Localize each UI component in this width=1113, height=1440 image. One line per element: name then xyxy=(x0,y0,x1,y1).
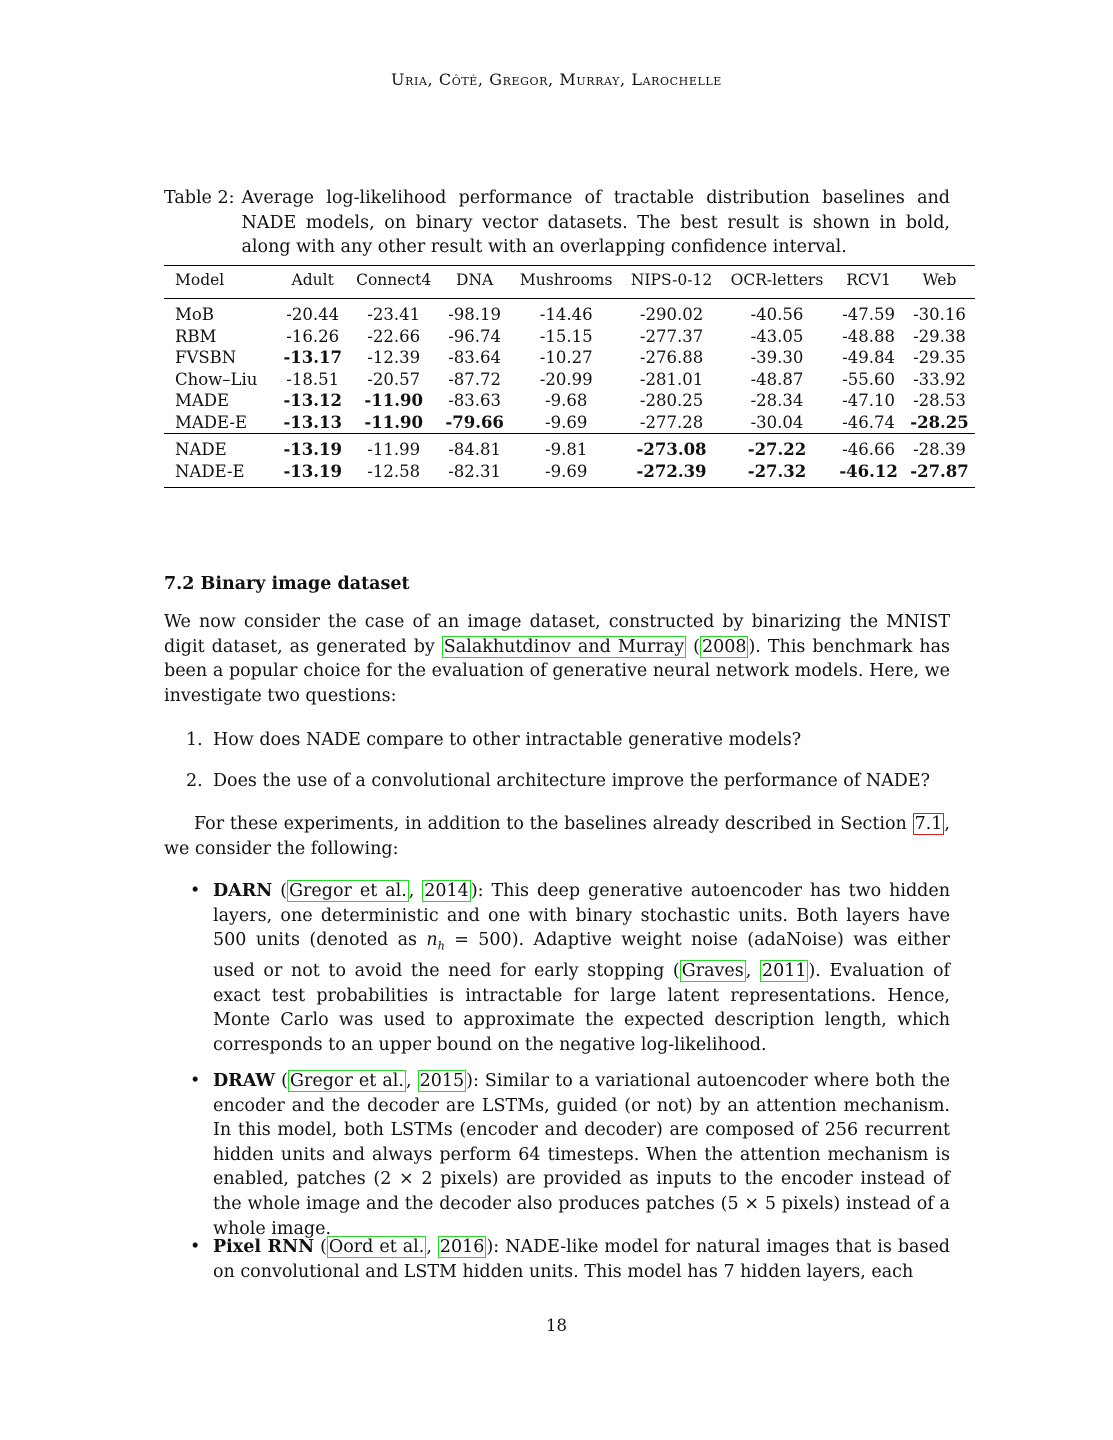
score-cell: -48.87 xyxy=(750,369,804,389)
intro-text: We now consider the case of an image dataset, constructed by binarizing the MNIST digit dataset, as generated by xyxy=(164,612,950,657)
table-row xyxy=(164,299,975,326)
score-cell: -13.19 xyxy=(283,461,342,481)
bullet-text: ). Evaluation of exact test probabilities is intractable for large latent representations. Hence, Monte Carlo was used to approximate the expected description length, which corresponds to an upper bound on the negative log-likelihood. xyxy=(213,961,950,1056)
followup-text: , we consider the following: xyxy=(164,814,950,859)
page-number: 18 xyxy=(546,1316,567,1335)
followup-paragraph xyxy=(164,812,950,861)
score-cell: -28.34 xyxy=(750,391,804,410)
model-name-cell: FVSBN xyxy=(175,348,237,367)
table-caption-text: Average log-likelihood performance of tractable distribution baselines and NADE models, on binary vector datasets. The best result is shown in bold, along with any other result with an overlapping confidence interval. xyxy=(241,188,950,257)
bullet-text: ): Similar to a variational autoencoder where both the encoder and the decoder are LSTMs, guided (or not) by an attention mechanism. In this model, both LSTMs (encoder and decoder) are composed of 256 recurrent hidden units and always perform 64 timesteps. When the attention mechanism is enabled, patches (2 × 2 pixels) are provided as inputs to the encoder instead of the whole image and the decoder also produces patches (5 × 5 pixels) instead of a whole image. xyxy=(213,1071,950,1239)
score-cell: -12.39 xyxy=(367,348,421,367)
citation-year-link[interactable]: 2015 xyxy=(419,1071,465,1091)
score-cell: -13.19 xyxy=(283,440,342,459)
score-cell: -11.90 xyxy=(364,412,423,432)
math-variable: n xyxy=(426,930,438,951)
score-cell: -277.28 xyxy=(639,412,704,432)
score-cell: -96.74 xyxy=(448,326,502,346)
math-equation: = 500 xyxy=(444,930,512,951)
table-row xyxy=(164,434,975,461)
score-cell: -9.69 xyxy=(545,461,588,481)
bullet-text: ): NADE-like model for natural images that is based on convolutional and LSTM hidden units. This model has 7 hidden layers, each xyxy=(213,1237,951,1282)
citation-year-link[interactable]: 2016 xyxy=(439,1237,485,1257)
score-cell: -39.30 xyxy=(750,348,804,367)
score-cell: -84.81 xyxy=(448,440,502,459)
score-cell: -47.10 xyxy=(842,391,895,410)
score-cell: -83.64 xyxy=(448,348,502,367)
results-table-container xyxy=(164,265,975,488)
column-header: Mushrooms xyxy=(519,271,613,289)
bullet-item-darn: • DARN ( Gregor et al. , 2014 ): This deep generative autoencoder has two hidden layers, one deterministic and one with binary stochastic units. Both layers have 500 units (denoted as $n_h = 500$). Adaptive weight noise (adaNoise) was either used or not to avoid the need for early stopping ( Graves , 2011 ). Evaluation of exact test probabilities is intractable for large latent representations. Hence, Monte Carlo was used to approximate the expected description length, which corresponds to an upper bound on the negative log-likelihood. xyxy=(190,881,950,1056)
score-cell: -46.66 xyxy=(842,440,895,459)
column-header: Web xyxy=(922,271,957,289)
score-cell: -30.16 xyxy=(913,305,966,324)
citation-link[interactable]: Salakhutdinov and Murray xyxy=(443,636,685,657)
model-name-cell: Chow–Liu xyxy=(175,369,258,389)
bullet-term: DARN xyxy=(213,881,273,901)
question-item xyxy=(186,769,950,794)
math-subscript: h xyxy=(437,939,445,953)
bullet-text: ). Adaptive weight noise (adaNoise) was either used or not to avoid the need for early stopping ( xyxy=(213,930,950,982)
score-cell: -33.92 xyxy=(913,369,966,389)
bullet-term: Pixel RNN xyxy=(213,1237,315,1257)
model-name-cell: RBM xyxy=(175,326,217,346)
question-number: 1. xyxy=(186,730,203,750)
score-cell: -14.46 xyxy=(539,305,593,324)
score-cell: -48.88 xyxy=(842,326,895,346)
score-cell: -11.99 xyxy=(367,440,421,459)
citation-year-link[interactable]: 2011 xyxy=(761,961,807,982)
bullet-icon: • xyxy=(190,881,201,901)
score-cell: -20.99 xyxy=(539,369,593,389)
citation-link[interactable]: Gregor et al. xyxy=(290,1071,404,1091)
score-cell: -29.35 xyxy=(913,348,966,367)
results-table xyxy=(164,265,975,488)
bullet-item-draw: • DRAW ( Gregor et al. , 2015 ): Similar to a variational autoencoder where both the encoder and the decoder are LSTMs, guided (or not) by an attention mechanism. In this model, both LSTMs (encoder and decoder) are composed of 256 recurrent hidden units and always perform 64 timesteps. When the attention mechanism is enabled, patches (2 × 2 pixels) are provided as inputs to the encoder instead of the whole image and the decoder also produces patches (5 × 5 pixels) instead of a whole image. xyxy=(190,1071,950,1239)
score-cell: -27.22 xyxy=(747,440,807,459)
score-cell: -20.44 xyxy=(286,305,340,324)
bullet-term: DRAW xyxy=(213,1071,276,1091)
score-cell: -87.72 xyxy=(448,369,502,389)
score-cell: -273.08 xyxy=(636,440,707,459)
table-header-row xyxy=(164,266,975,299)
intro-text: ( xyxy=(686,636,700,657)
table-label: Table 2: xyxy=(164,188,235,208)
citation-year-link[interactable]: 2014 xyxy=(424,881,469,901)
score-cell: -27.32 xyxy=(747,461,807,481)
score-cell: -29.38 xyxy=(913,326,966,346)
citation-link[interactable]: Graves xyxy=(681,961,744,982)
section-reference-link[interactable]: 7.1 xyxy=(914,814,943,834)
question-item xyxy=(186,728,950,753)
table-row xyxy=(164,412,975,434)
score-cell: -16.26 xyxy=(286,326,340,346)
table-row xyxy=(164,347,975,369)
score-cell: -49.84 xyxy=(842,348,895,367)
score-cell: -30.04 xyxy=(750,412,804,432)
table-row xyxy=(164,390,975,412)
score-cell: -98.19 xyxy=(448,305,502,324)
score-cell: -28.25 xyxy=(910,412,969,432)
model-name-cell: MADE-E xyxy=(175,412,248,432)
score-cell: -22.66 xyxy=(367,326,421,346)
score-cell: -18.51 xyxy=(286,369,340,389)
column-header: DNA xyxy=(456,271,494,289)
score-cell: -43.05 xyxy=(750,326,804,346)
column-header: NIPS-0-12 xyxy=(630,271,713,289)
bullet-icon: • xyxy=(190,1237,201,1257)
score-cell: -281.01 xyxy=(639,369,704,389)
running-head: Uria, Côté, Gregor, Murray, Larochelle xyxy=(391,70,722,89)
model-name-cell: NADE xyxy=(175,440,227,459)
score-cell: -27.87 xyxy=(910,461,969,481)
citation-link[interactable]: Oord et al. xyxy=(328,1237,425,1257)
bullet-item-pixel-rnn: • Pixel RNN ( Oord et al. , 2016 ): NADE-like model for natural images that is based on convolutional and LSTM hidden units. This model has 7 hidden layers, each xyxy=(190,1237,951,1282)
score-cell: -11.90 xyxy=(364,391,423,410)
score-cell: -79.66 xyxy=(445,412,504,432)
score-cell: -290.02 xyxy=(639,305,704,324)
score-cell: -82.31 xyxy=(448,461,502,481)
intro-text: ). This benchmark has been a popular choice for the evaluation of generative neural network models. Here, we investigate two questions: xyxy=(164,636,951,706)
score-cell: -23.41 xyxy=(367,305,421,324)
question-number: 2. xyxy=(186,771,203,791)
table-caption xyxy=(164,186,950,260)
score-cell: -9.81 xyxy=(545,440,588,459)
column-header: Model xyxy=(175,271,225,289)
score-cell: -13.13 xyxy=(283,412,342,432)
column-header: Adult xyxy=(291,271,334,289)
table-row xyxy=(164,369,975,391)
table-row xyxy=(164,326,975,348)
score-cell: -10.27 xyxy=(539,348,593,367)
question-text: How does NADE compare to other intractable generative models? xyxy=(213,730,802,750)
score-cell: -272.39 xyxy=(636,461,707,481)
score-cell: -47.59 xyxy=(842,305,895,324)
score-cell: -13.17 xyxy=(283,348,342,367)
bullet-icon: • xyxy=(190,1071,201,1091)
score-cell: -9.69 xyxy=(545,412,588,432)
nade-rows xyxy=(164,434,975,488)
column-header: OCR-letters xyxy=(730,271,824,289)
model-name-cell: NADE-E xyxy=(175,461,245,481)
citation-link[interactable]: Gregor et al. xyxy=(289,881,407,901)
bullet-text: ): This deep generative autoencoder has two hidden layers, one deterministic and one with binary stochastic units. Both layers have 500 units (denoted as xyxy=(213,881,950,951)
score-cell: -28.39 xyxy=(913,440,966,459)
table-row xyxy=(164,461,975,488)
score-cell: -9.68 xyxy=(545,391,588,410)
score-cell: -276.88 xyxy=(639,348,704,367)
model-name-cell: MoB xyxy=(175,305,214,324)
score-cell: -20.57 xyxy=(367,369,421,389)
score-cell: -83.63 xyxy=(448,391,502,410)
followup-text: For these experiments, in addition to the baselines already described in Section xyxy=(194,814,913,834)
column-header: RCV1 xyxy=(846,271,891,289)
score-cell: -55.60 xyxy=(842,369,895,389)
score-cell: -13.12 xyxy=(283,391,342,410)
score-cell: -46.74 xyxy=(842,412,895,432)
score-cell: -15.15 xyxy=(539,326,593,346)
section-title: 7.2 Binary image dataset xyxy=(164,574,410,594)
score-cell: -280.25 xyxy=(639,391,704,410)
baseline-rows xyxy=(164,299,975,434)
score-cell: -40.56 xyxy=(750,305,804,324)
score-cell: -46.12 xyxy=(839,461,898,481)
intro-paragraph xyxy=(164,610,950,708)
column-header: Connect4 xyxy=(356,271,432,289)
score-cell: -28.53 xyxy=(913,391,966,410)
model-name-cell: MADE xyxy=(175,391,230,410)
score-cell: -277.37 xyxy=(639,326,704,346)
question-text: Does the use of a convolutional architecture improve the performance of NADE? xyxy=(213,771,930,791)
score-cell: -12.58 xyxy=(367,461,421,481)
citation-year-link[interactable]: 2008 xyxy=(701,636,747,657)
